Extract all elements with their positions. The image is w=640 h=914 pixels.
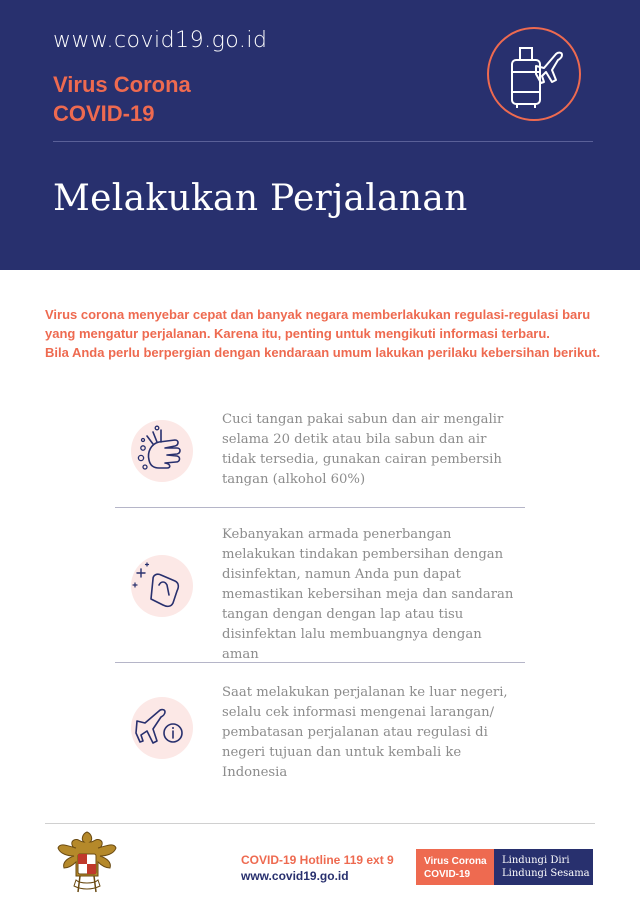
brand-line-2: COVID-19 <box>53 101 155 126</box>
slogan-line-2: Lindungi Sesama <box>502 868 590 879</box>
slogan-line-1: Lindungi Diri <box>502 855 570 866</box>
airplane-info-icon <box>131 697 193 759</box>
page-title: Melakukan Perjalanan <box>53 178 468 219</box>
tip-text: Cuci tangan pakai sabun dan air mengalir selama 20 detik atau bila sabun dan air tidak tersedia, gunakan cairan pembersih tangan (alkohol 60%) <box>222 412 504 487</box>
brand-tag-line-1: Virus Corona <box>424 856 487 867</box>
luggage-airplane-icon <box>486 26 582 122</box>
tip-divider <box>115 507 525 508</box>
intro-line-3: Bila Anda perlu berpergian dengan kendaraan umum lakukan perilaku kebersihan berikut. <box>45 345 601 360</box>
garuda-emblem-icon <box>54 828 120 898</box>
tip-item <box>115 410 525 500</box>
brand-tag-line-2: COVID-19 <box>424 869 471 880</box>
footer-url[interactable]: www.covid19.go.id <box>241 869 349 883</box>
brand-tag <box>416 849 494 885</box>
intro-line-1: Virus corona menyebar cepat dan banyak negara memberlakukan regulasi-regulasi baru <box>45 307 591 322</box>
footer-divider <box>45 823 595 824</box>
tip-item <box>115 683 525 783</box>
slogan-tag <box>494 849 593 885</box>
site-url[interactable]: www.covid19.go.id <box>53 28 268 53</box>
cleaning-wipe-icon <box>131 555 193 617</box>
intro-paragraph <box>45 305 605 362</box>
tip-divider <box>115 662 525 663</box>
hotline-text: COVID-19 Hotline 119 ext 9 <box>241 853 394 867</box>
handwashing-icon <box>131 420 193 482</box>
tip-item <box>115 525 525 662</box>
tip-text: Kebanyakan armada penerbangan melakukan tindakan pembersihan dengan disinfektan, namun Anda pun dapat memastikan kebersihan meja dan sandaran tangan dengan dengan lap atau tisu disinfektan lalu membuangnya dengan aman <box>222 527 514 662</box>
tip-text: Saat melakukan perjalanan ke luar negeri, selalu cek informasi mengenai larangan/ pembatasan perjalanan atau regulasi di negeri tujuan dan untuk kembali ke Indonesia <box>222 685 508 780</box>
brand-line-1: Virus Corona <box>53 72 191 97</box>
brand-title <box>53 70 191 128</box>
intro-line-2: yang mengatur perjalanan. Karena itu, penting untuk mengikuti informasi terbaru. <box>45 326 550 341</box>
header-divider <box>53 141 593 142</box>
header-banner <box>0 0 640 270</box>
